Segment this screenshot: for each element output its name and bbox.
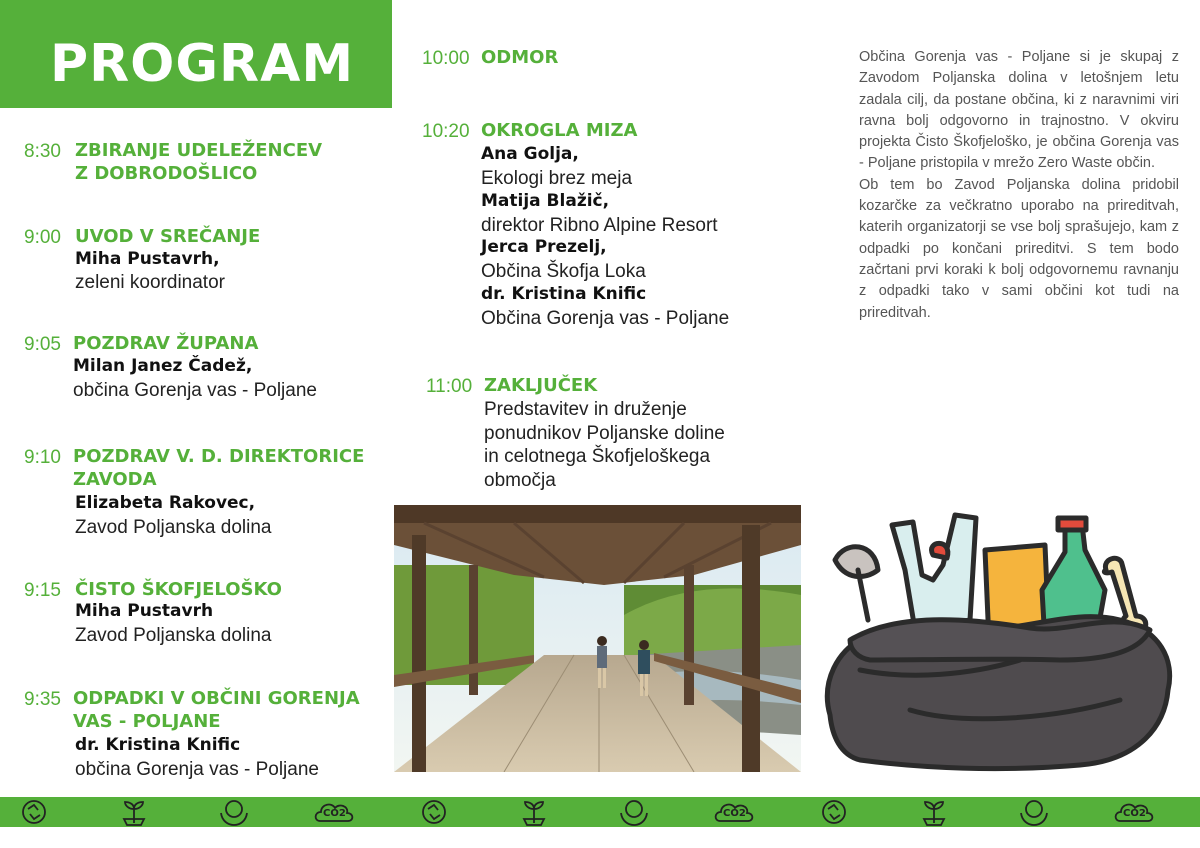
program-title: ZAKLJUČEK	[484, 375, 598, 396]
speaker-name: dr. Kristina Knific	[75, 735, 241, 755]
program-time: 9:00	[24, 227, 61, 248]
co2-cloud-icon	[312, 797, 356, 827]
about-paragraph: Ob tem bo Zavod Poljanska dolina pridobil kozarčke za večkratno uporabo na prireditvah, katerih organizatorji se vse bolj sprašujejo, kam z odpadki po končani prireditvi. S tem bodo začrtani prvi koraki k bolj odgovornemu ravnanju z odpadki tako v sami občini kot tudi na prireditvah.	[859, 176, 1179, 321]
covered-bridge-photo	[394, 505, 801, 772]
program-title: POZDRAV ŽUPANA	[73, 333, 259, 354]
footer-band	[0, 797, 1200, 827]
panelist-role: Občina Škofja Loka	[481, 261, 646, 282]
program-time: 9:15	[24, 580, 61, 601]
panelist-role: Ekologi brez meja	[481, 168, 633, 189]
speaker-name: Miha Pustavrh,	[75, 249, 220, 269]
panelist-role: direktor Ribno Alpine Resort	[481, 215, 718, 236]
footer-icon-row	[0, 797, 1200, 827]
program-time: 9:35	[24, 689, 61, 710]
co2-label: CO2	[323, 808, 346, 819]
sprout-icon	[912, 797, 956, 827]
program-description: in celotnega Škofjeloškega	[484, 446, 711, 467]
speaker-role: Zavod Poljanska dolina	[75, 625, 272, 646]
co2-label: CO2	[723, 808, 746, 819]
panelist-name: Ana Golja,	[481, 144, 579, 164]
program-title: UVOD V SREČANJE	[75, 226, 261, 247]
speaker-name: Miha Pustavrh	[75, 601, 214, 621]
co2-label: CO2	[1123, 808, 1146, 819]
speaker-role: občina Gorenja vas - Poljane	[75, 759, 319, 780]
sprout-icon	[112, 797, 156, 827]
program-time: 11:00	[426, 376, 473, 397]
speaker-role: zeleni koordinator	[75, 272, 225, 293]
hand-globe-icon	[1012, 797, 1056, 827]
speaker-role: Zavod Poljanska dolina	[75, 517, 272, 538]
panelist-name: Matija Blažič,	[481, 191, 610, 211]
program-title: ČISTO ŠKOFJELOŠKO	[75, 579, 282, 600]
program-title: VAS - POLJANE	[73, 711, 221, 732]
program-title: OKROGLA MIZA	[481, 120, 638, 141]
title-banner	[0, 0, 392, 108]
sprout-icon	[512, 797, 556, 827]
program-title: Z DOBRODOŠLICO	[75, 163, 258, 184]
program-description: Predstavitev in druženje	[484, 399, 687, 420]
recycle-icon	[412, 797, 456, 827]
speaker-name: Milan Janez Čadež,	[73, 356, 253, 376]
trash-bag-illustration	[820, 510, 1180, 772]
program-title: ZAVODA	[73, 469, 157, 490]
recycle-icon	[12, 797, 56, 827]
panelist-role: Občina Gorenja vas - Poljane	[481, 308, 730, 329]
program-time: 10:00	[422, 48, 470, 69]
program-time: 9:10	[24, 447, 61, 468]
panelist-name: dr. Kristina Knific	[481, 284, 647, 304]
panelist-name: Jerca Prezelj,	[481, 237, 607, 257]
program-title: ZBIRANJE UDELEŽENCEV	[75, 140, 323, 161]
program-time: 10:20	[422, 121, 470, 142]
recycle-icon	[812, 797, 856, 827]
hand-globe-icon	[212, 797, 256, 827]
about-paragraph: Občina Gorenja vas - Poljane si je skupaj z Zavodom Poljanska dolina v letošnjem letu zadala cilj, da postane občina, ki z naravnimi viri ravna bolj odgovorno in trajnostno. V okviru projekta Čisto Škofjeloško, je občina Gorenja vas - Poljane pristopila v mrežo Zero Waste občin.	[859, 49, 1179, 172]
program-description: ponudnikov Poljanske doline	[484, 423, 725, 444]
about-text	[859, 47, 1179, 324]
program-title: POZDRAV V. D. DIREKTORICE	[73, 446, 365, 467]
page-title: PROGRAM	[50, 34, 355, 94]
co2-cloud-icon	[1112, 797, 1156, 827]
co2-cloud-icon	[712, 797, 756, 827]
speaker-name: Elizabeta Rakovec,	[75, 493, 256, 513]
hand-globe-icon	[612, 797, 656, 827]
program-time: 8:30	[24, 141, 61, 162]
program-time: 9:05	[24, 334, 61, 355]
program-title: ODMOR	[481, 47, 559, 68]
speaker-role: občina Gorenja vas - Poljane	[73, 380, 317, 401]
program-description: območja	[484, 470, 556, 491]
program-title: ODPADKI V OBČINI GORENJA	[73, 688, 360, 709]
